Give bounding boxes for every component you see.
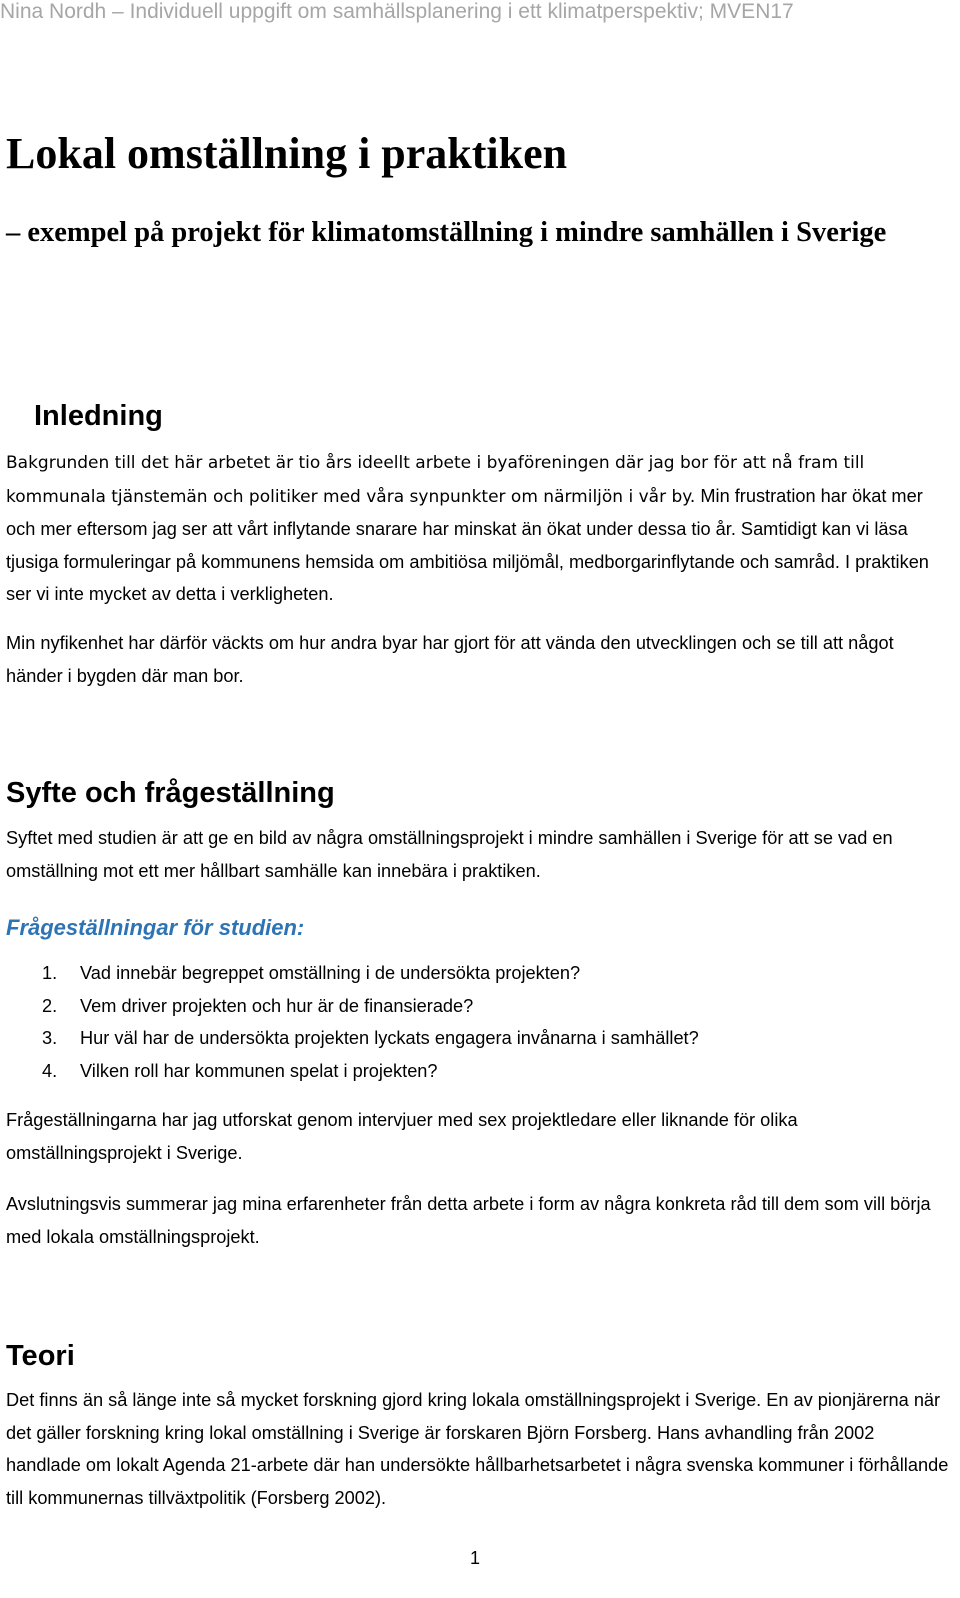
- paragraph-syfte-2: Frågeställningarna har jag utforskat genom intervjuer med sex projektledare eller liknande för olika omställningsprojekt i Sverige.: [6, 1110, 798, 1163]
- paragraph-inledning-2: Min nyfikenhet har därför väckts om hur andra byar har gjort för att vända den utvecklingen och se till att något händer i bygden där man bor.: [6, 633, 894, 686]
- list-item: 3. Hur väl har de undersökta projekten lyckats engagera invånarna i samhället?: [42, 1028, 699, 1048]
- paragraph-inledning-1b: Min frustration har ökat mer och mer eftersom jag ser att vårt inflytande snarare har minskat än ökat under dessa tio år. Samtidigt kan vi läsa tjusiga formuleringar på kommunens hemsida om ambitiösa miljömål, medborgarinflytande och samråd. I praktiken ser vi inte mycket av detta i verkligheten.: [6, 485, 929, 604]
- heading-syfte: Syfte och frågeställning: [6, 777, 335, 809]
- list-item: 4. Vilken roll har kommunen spelat i projekten?: [42, 1060, 438, 1081]
- paragraph-syfte-3: Avslutningsvis summerar jag mina erfarenheter från detta arbete i form av några konkreta råd till dem som vill börja med lokala omställningsprojekt.: [6, 1194, 931, 1247]
- page-header: Nina Nordh – Individuell uppgift om samhällsplanering i ett klimatperspektiv; MVEN17: [0, 0, 794, 23]
- paragraph-syfte-1: Syftet med studien är att ge en bild av några omställningsprojekt i mindre samhällen i Sverige för att se vad en omställning mot ett mer hållbart samhälle kan innebära i praktiken.: [6, 828, 893, 881]
- heading-inledning: Inledning: [34, 400, 163, 432]
- heading-teori: Teori: [6, 1340, 75, 1372]
- subheading-questions: Frågeställningar för studien:: [6, 915, 305, 940]
- document-subtitle: – exempel på projekt för klimatomställning i mindre samhällen i Sverige: [6, 217, 887, 248]
- list-item: 1. Vad innebär begreppet omställning i de undersökta projekten?: [42, 963, 581, 983]
- paragraph-inledning-1: [6, 446, 950, 611]
- list-item: 2. Vem driver projekten och hur är de finansierade?: [42, 995, 474, 1016]
- document-title: Lokal omställning i praktiken: [6, 129, 568, 178]
- page-number: 1: [469, 1548, 480, 1568]
- paragraph-teori-1: Det finns än så länge inte så mycket forskning gjord kring lokala omställningsprojekt i Sverige. En av pionjärerna när det gäller forskning kring lokal omställning i Sverige är forskaren Björn Forsberg. Hans avhandling från 2002 handlade om lokalt Agenda 21-arbete där han undersökte hållbarhetsarbetet i några svenska kommuner i förhållande till kommunernas tillväxtpolitik (Forsberg 2002).: [6, 1390, 949, 1508]
- paragraph-inledning-1a: Bakgrunden till det här arbetet är tio års ideellt arbete i byaföreningen där jag bor för att nå fram till kommunala tjänstemän och politiker med våra synpunkter om närmiljön i vår by.: [6, 453, 865, 507]
- questions-list: [42, 957, 699, 1087]
